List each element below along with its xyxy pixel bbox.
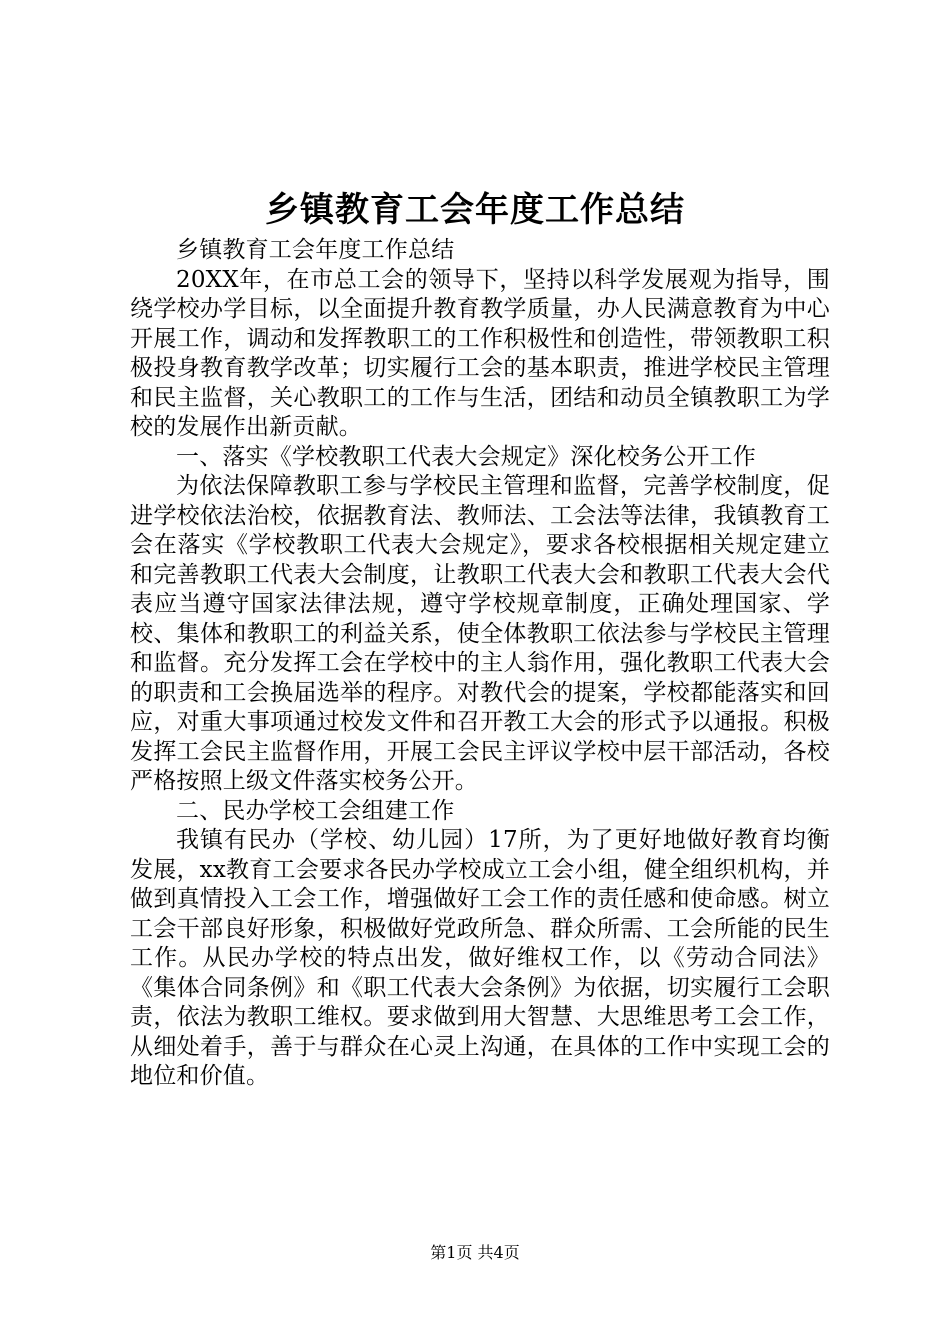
section-heading-2: 二、民办学校工会组建工作 [176, 797, 455, 824]
section-1-paragraph: 为依法保障教职工参与学校民主管理和监督，完善学校制度，促进学校依法治校，依据教育法、教师法、工会法等法律，我镇教育工会在落实《学校教职工代表大会规定》，要求各校根据相关规定建立和完善教职工代表大会制度，让教职工代表大会和教职工代表大会代表应当遵守国家法律法规，遵守学校规章制度，正确处理国家、学校、集体和教职工的利益关系，使全体教职工依法参与学校民主管理和监督。充分发挥工会在学校中的主人翁作用，强化教职工代表大会的职责和工会换届选举的程序。对教代会的提案，学校都能落实和回应，对重大事项通过校发文件和召开教工大会的形式予以通报。积极发挥工会民主监督作用，开展工会民主评议学校中层干部活动，各校严格按照上级文件落实校务公开。 [130, 473, 830, 794]
document-body [130, 236, 830, 1092]
section-heading-1: 一、落实《学校教职工代表大会规定》深化校务公开工作 [176, 443, 756, 470]
intro-paragraph: 20XX年，在市总工会的领导下，坚持以科学发展观为指导，围绕学校办学目标，以全面提升教育教学质量，办人民满意教育为中心开展工作，调动和发挥教职工的工作积极性和创造性，带领教职工积极投身教育教学改革；切实履行工会的基本职责，推进学校民主管理和民主监督，关心教职工的工作与生活，团结和动员全镇教职工为学校的发展作出新贡献。 [130, 266, 830, 440]
section-2-paragraph: 我镇有民办（学校、幼儿园）17所，为了更好地做好教育均衡发展，xx教育工会要求各民办学校成立工会小组，健全组织机构，并做到真情投入工会工作，增强做好工会工作的责任感和使命感。树立工会干部良好形象，积极做好党政所急、群众所需、工会所能的民生工作。从民办学校的特点出发，做好维权工作，以《劳动合同法》《集体合同条例》和《职工代表大会条例》为依据，切实履行工会职责，依法为教职工维权。要求做到用大智慧、大思维思考工会工作，从细处着手，善于与群众在心灵上沟通，在具体的工作中实现工会的地位和价值。 [130, 827, 830, 1089]
document-title: 乡镇教育工会年度工作总结 [265, 190, 685, 230]
subtitle-paragraph: 乡镇教育工会年度工作总结 [176, 237, 455, 263]
page-footer: 第1页 共4页 [430, 1243, 520, 1262]
